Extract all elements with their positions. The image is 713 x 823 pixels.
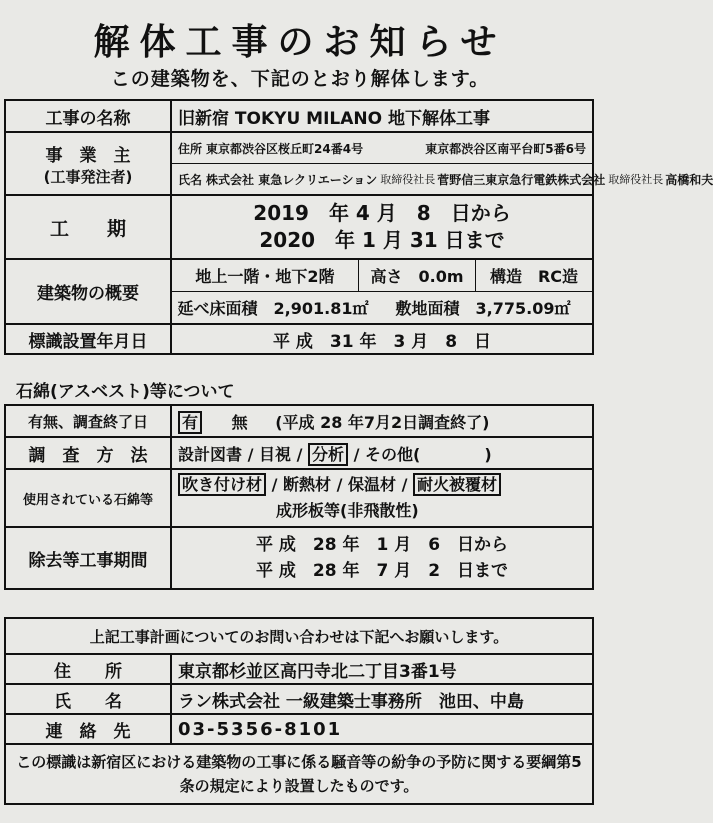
page-subtitle: この建築物を、下記のとおり解体します。 xyxy=(110,68,490,90)
overview-cell xyxy=(171,259,593,324)
contact-name-value: ラン株式会社 一級建築士事務所 池田、中島 xyxy=(171,684,593,714)
overview-floor-area: 延べ床面積 2,901.81㎡ xyxy=(177,299,369,318)
used-insulation: 断熱材 xyxy=(283,475,332,494)
owner-name-label: 氏名 xyxy=(178,172,203,187)
overview-label: 建築物の概要 xyxy=(5,259,171,324)
owner-cell xyxy=(171,132,713,195)
owner-person-1: 菅野信三 xyxy=(437,172,486,187)
method-visual: 目視 xyxy=(259,444,292,464)
overview-structure: 構造 RC造 xyxy=(489,267,579,286)
removal-from: 平 成 28 年 1 月 6 日から xyxy=(255,535,509,555)
page-title: 解体工事のお知らせ xyxy=(93,22,507,63)
used-cell: 吹き付け材 / 断熱材 / 保温材 / 耐火被覆材 成形板等(非飛散性) xyxy=(171,469,593,527)
asbestos-table xyxy=(4,404,594,590)
overview-floors: 地上一階・地下2階 xyxy=(172,260,359,291)
owner-company-2: 東京急行電鉄株式会社 xyxy=(485,172,606,187)
used-fireproof: 耐火被覆材 xyxy=(413,473,501,496)
presence-yes: 有 xyxy=(178,411,202,434)
owner-title-1: 取締役社長 xyxy=(380,173,436,186)
used-molded: 成形板等(非飛散性) xyxy=(276,501,419,520)
sign-date-label: 標識設置年月日 xyxy=(5,324,171,354)
work-table xyxy=(4,99,713,355)
survey-end: (平成 28 年7月2日調査終了) xyxy=(275,412,490,432)
survey-label: 有無、調査終了日 xyxy=(5,405,171,437)
method-cell: 設計図書 / 目視 / 分析 / その他( ) xyxy=(171,437,593,469)
contact-addr-label: 住 所 xyxy=(5,654,171,684)
removal-label: 除去等工事期間 xyxy=(5,527,171,589)
contact-phone-value: 03-5356-8101 xyxy=(171,714,593,744)
presence-no: 無 xyxy=(231,412,248,432)
method-other: その他( ) xyxy=(365,444,492,464)
removal-cell xyxy=(171,527,593,589)
contact-intro: 上記工事計画についてのお問い合わせは下記へお願いします。 xyxy=(5,618,593,654)
owner-label xyxy=(5,132,171,195)
used-thermal: 保温材 xyxy=(348,475,397,494)
owner-person-2: 高橋和夫 xyxy=(665,172,713,187)
owner-addr-label: 住所 xyxy=(178,141,203,156)
overview-height: 高さ 0.0m xyxy=(359,260,476,291)
owner-title-2: 取締役社長 xyxy=(608,173,664,186)
owner-addr-1: 東京都渋谷区桜丘町24番4号 xyxy=(206,141,364,156)
period-from: 2019 年 4 月 8 日から xyxy=(253,201,511,225)
contact-name-label: 氏 名 xyxy=(5,684,171,714)
period-cell xyxy=(171,195,593,259)
owner-label-main: 事 業 主 xyxy=(45,145,131,166)
owner-label-sub: (工事発注者) xyxy=(43,167,133,186)
contact-table xyxy=(4,617,594,805)
method-analysis: 分析 xyxy=(308,443,348,466)
overview-site-area: 敷地面積 3,775.09㎡ xyxy=(395,299,571,318)
method-design: 設計図書 xyxy=(178,444,243,464)
period-label: 工 期 xyxy=(5,195,171,259)
owner-company-1: 株式会社 東急レクリエーション xyxy=(206,172,378,187)
work-name-value: 旧新宿 TOKYU MILANO 地下解体工事 xyxy=(171,100,593,132)
asbestos-section-title: 石綿(アスベスト)等について xyxy=(16,382,235,402)
period-to: 2020 年 1 月 31 日まで xyxy=(259,228,505,252)
sign-date-value: 平 成 31 年 3 月 8 日 xyxy=(171,324,593,354)
used-sprayed: 吹き付け材 xyxy=(178,473,266,496)
method-label: 調 査 方 法 xyxy=(5,437,171,469)
contact-phone-label: 連 絡 先 xyxy=(5,714,171,744)
used-label: 使用されている石綿等 xyxy=(5,469,171,527)
contact-addr-value: 東京都杉並区高円寺北二丁目3番1号 xyxy=(171,654,593,684)
owner-addr-2: 東京都渋谷区南平台町5番6号 xyxy=(425,141,586,156)
work-name-label: 工事の名称 xyxy=(5,100,171,132)
removal-to: 平 成 28 年 7 月 2 日まで xyxy=(255,561,509,581)
survey-cell xyxy=(171,405,593,437)
contact-note: この標識は新宿区における建築物の工事に係る騒音等の紛争の予防に関する要綱第5条の規定により設置したものです。 xyxy=(5,744,593,804)
